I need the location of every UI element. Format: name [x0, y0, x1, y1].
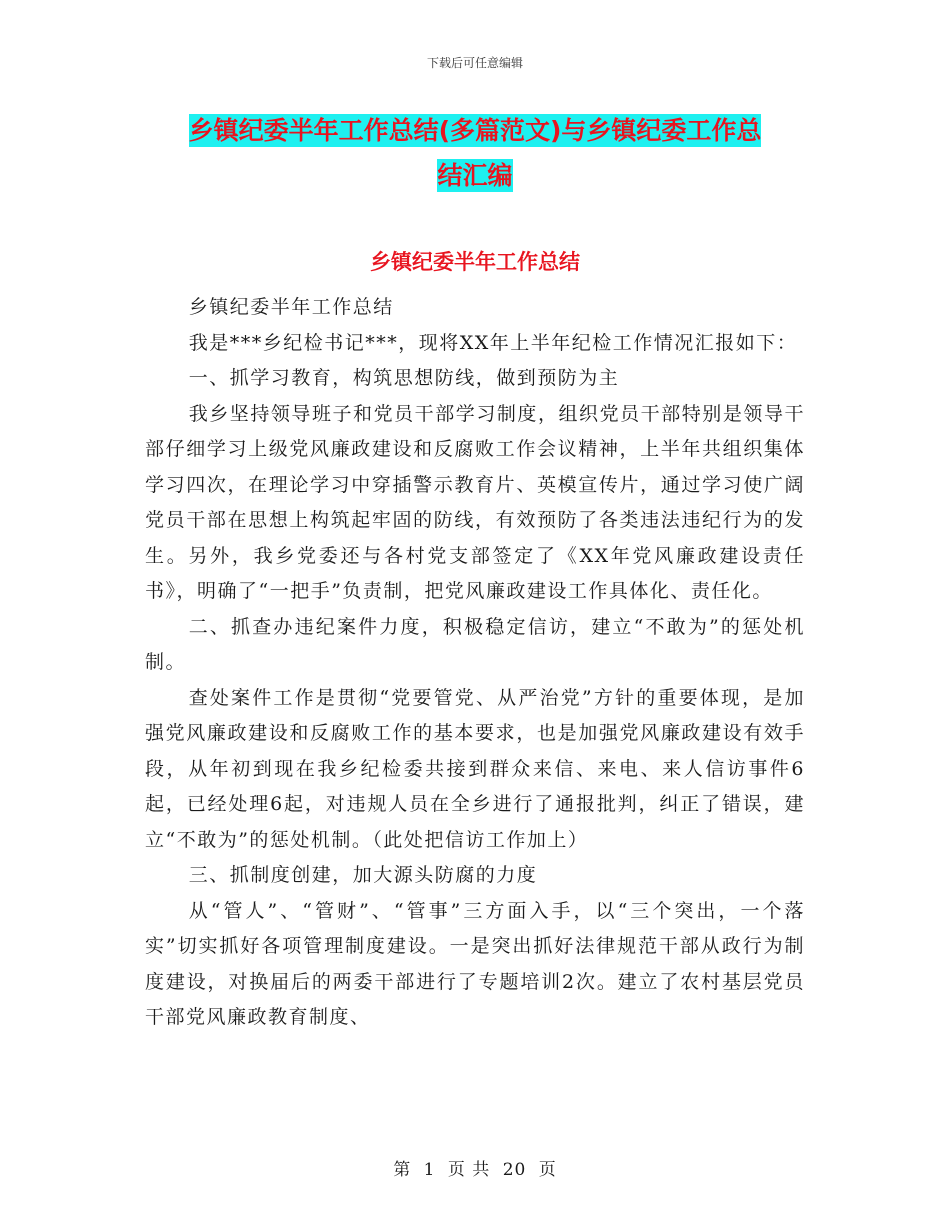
document-title-line-1: 乡镇纪委半年工作总结(多篇范文)与乡镇纪委工作总	[188, 116, 762, 145]
document-title-line-2: 结汇编	[437, 161, 513, 190]
page-footer	[0, 1155, 950, 1180]
header-note: 下载后可任意编辑	[426, 56, 523, 70]
paragraph: 从“管人”、“管财”、“管事”三方面入手，以“三个突出，一个落实”切实抓好各项管理制度建设。一是突出抓好法律规范干部从政行为制度建设，对换届后的两委干部进行了专题培训2次。建立了农村基层党员干部党风廉政教育制度、	[145, 899, 805, 1028]
body-text	[145, 290, 805, 1036]
page-label-suffix: 页	[538, 1160, 557, 1180]
paragraph: 二、抓查办违纪案件力度，积极稳定信访，建立“不敢为”的惩处机制。	[145, 615, 805, 673]
page-label-mid: 页 共	[447, 1160, 491, 1180]
page-total: 20	[502, 1160, 527, 1180]
section-title: 乡镇纪委半年工作总结	[370, 250, 580, 274]
paragraph: 一、抓学习教育，构筑思想防线，做到预防为主	[188, 367, 620, 389]
page-current: 1	[423, 1160, 436, 1180]
paragraph: 查处案件工作是贯彻“党要管党、从严治党”方针的重要体现，是加强党风廉政建设和反腐败工作的基本要求，也是加强党风廉政建设有效手段，从年初到现在我乡纪检委共接到群众来信、来电、来人信访事件6起，已经处理6起，对违规人员在全乡进行了通报批判，纠正了错误，建立“不敢为”的惩处机制。（此处把信访工作加上）	[145, 686, 805, 851]
paragraph: 三、抓制度创建，加大源头防腐的力度	[188, 864, 538, 886]
paragraph: 我乡坚持领导班子和党员干部学习制度，组织党员干部特别是领导干部仔细学习上级党风廉政建设和反腐败工作会议精神，上半年共组织集体学习四次，在理论学习中穿插警示教育片、英模宣传片，通过学习使广阔党员干部在思想上构筑起牢固的防线，有效预防了各类违法违纪行为的发生。另外，我乡党委还与各村党支部签定了《XX年党风廉政建设责任书》，明确了“一把手”负责制，把党风廉政建设工作具体化、责任化。	[145, 402, 805, 602]
paragraph: 乡镇纪委半年工作总结	[188, 296, 394, 318]
page-label-prefix: 第	[393, 1160, 412, 1180]
document-title	[145, 108, 805, 198]
paragraph: 我是***乡纪检书记***，现将XX年上半年纪检工作情况汇报如下：	[188, 331, 798, 354]
